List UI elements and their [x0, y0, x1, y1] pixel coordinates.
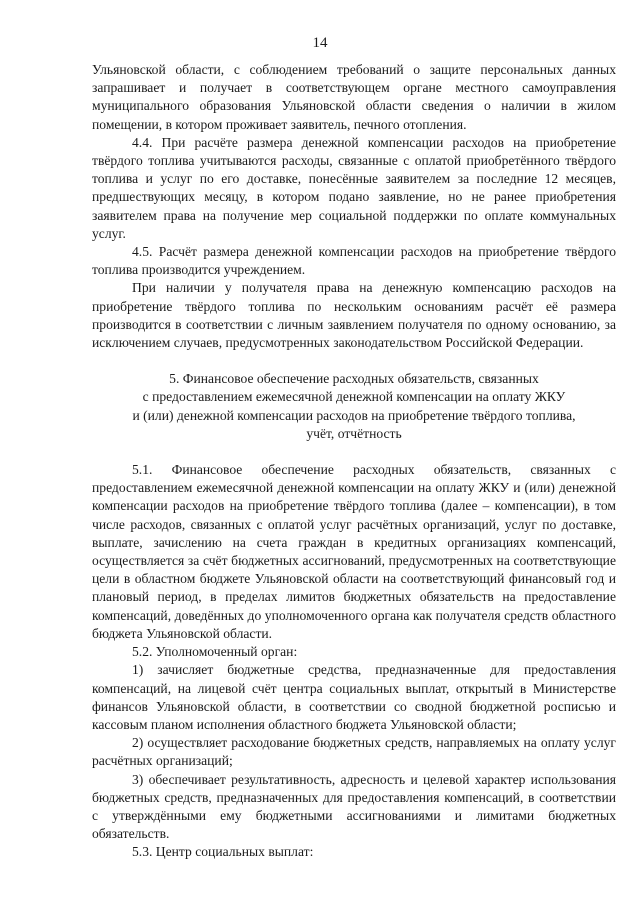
paragraph-5-2: 5.2. Уполномоченный орган: — [132, 644, 298, 660]
paragraph-4-4: 4.4. При расчёте размера денежной компенсации расходов на приобретение твёрдого топлива учитываются расходы, связанные с оплатой приобретённого твёрдого топлива и услуг по его доставке, понесённые заявителем за последние 12 месяцев, предшествующих месяцу, в котором подано заявление, но не ранее приобретения заявителем права на получение мер социальной поддержки по оплате коммунальных услуг. — [92, 134, 616, 241]
paragraph-multiple-grounds: При наличии у получателя права на денежную компенсацию расходов на приобретение твёрдого топлива по нескольким основаниям расчёт её размера производится в соответствии с личным заявлением получателя по одному основанию, за исключением случаев, предусмотренных законодательством Российской Федерации. — [92, 280, 616, 351]
paragraph-4-5: 4.5. Расчёт размера денежной компенсации расходов на приобретение твёрдого топлива производится учреждением. — [92, 244, 616, 278]
paragraph-5-3: 5.3. Центр социальных выплат: — [132, 844, 314, 860]
section-5-title — [92, 370, 616, 443]
list-item-5-2-3: 3) обеспечивает результативность, адресность и целевой характер использования бюджетных средств, предназначенных для предоставления компенсаций, в соответствии с утверждёнными ему бюджетными ассигнованиями и лимитами бюджетных обязательств. — [92, 771, 616, 842]
paragraph-5-1: 5.1. Финансовое обеспечение расходных обязательств, связанных с предоставлением ежемесячной денежной компенсации на оплату ЖКУ и (или) денежной компенсации расходов на приобретение твёрдого топлива (далее – компенсации), в том числе расходов, связанных с оплатой услуг расчётных организаций, услуг по доставке, выплате, зачислению на счета граждан в кредитных организациях компенсаций, осуществляется за счёт бюджетных ассигнований, предусмотренных на соответствующие цели в областном бюджете Ульяновской области на соответствующий финансовый год и плановый период, в пределах лимитов бюджетных обязательств на предоставление компенсаций, доведённых до уполномоченного органа как получателя средств областного бюджета Ульяновской области. — [92, 462, 616, 641]
section-title-line: 5. Финансовое обеспечение расходных обязательств, связанных — [169, 371, 539, 387]
spacer — [92, 443, 616, 461]
section-title-line: с предоставлением ежемесячной денежной компенсации на оплату ЖКУ — [142, 389, 566, 405]
list-item-5-2-1: 1) зачисляет бюджетные средства, предназначенные для предоставления компенсаций, на лицевой счёт центра социальных выплат, открытый в Министерстве финансов Ульяновской области, в соответствии со сводной бюджетной росписью и кассовым планом исполнения областного бюджета Ульяновской области; — [92, 662, 616, 732]
document-body — [92, 61, 616, 862]
spacer — [92, 352, 616, 370]
section-title-line: учёт, отчётность — [306, 425, 402, 441]
list-item-5-2-2: 2) осуществляет расходование бюджетных средств, направляемых на оплату услуг расчётных организаций; — [92, 735, 616, 769]
section-title-line: и (или) денежной компенсации расходов на приобретение твёрдого топлива, — [132, 407, 576, 423]
paragraph-continuation: Ульяновской области, с соблюдением требований о защите персональных данных запрашивает и получает в соответствующем органе местного самоуправления муниципального образования Ульяновской области сведения о наличии в жилом помещении, в котором проживает заявитель, печного отопления. — [92, 62, 616, 132]
page-number: 14 — [312, 35, 328, 51]
